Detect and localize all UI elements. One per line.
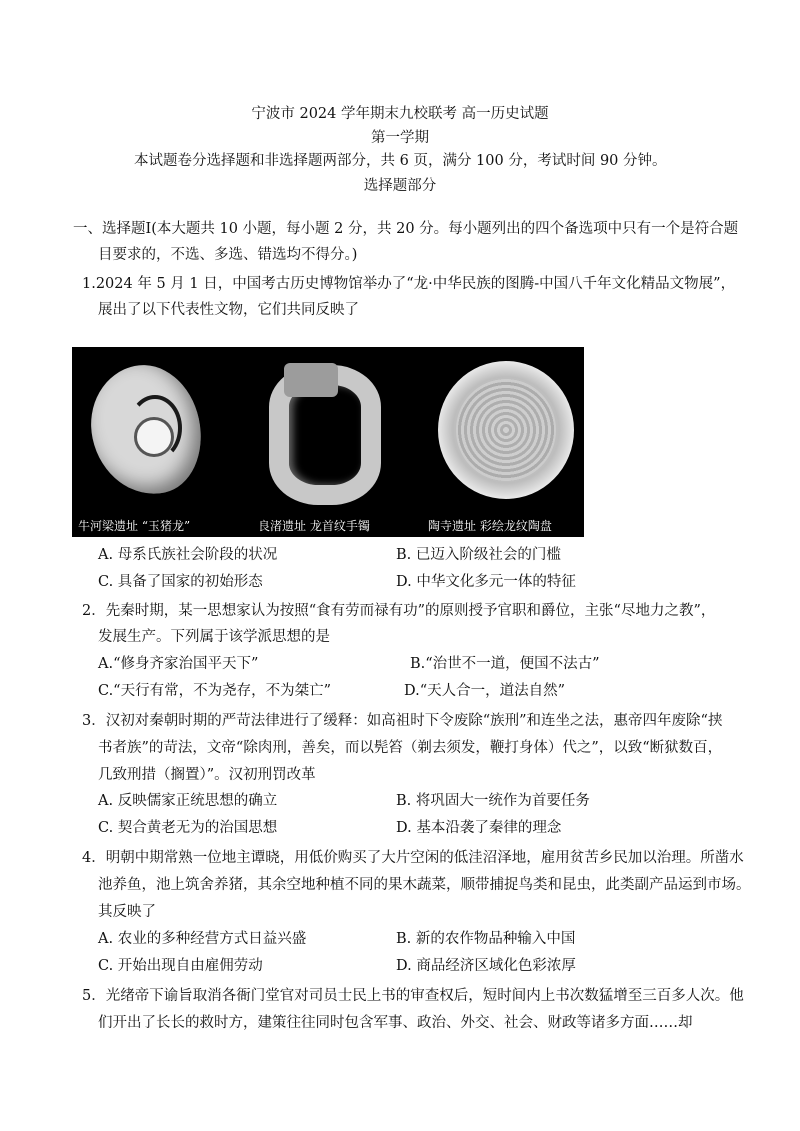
- part-instructions-line2: 目要求的，不选、多选、错选均不得分。): [98, 247, 358, 263]
- exam-term: 第一学期: [371, 130, 429, 146]
- artifact-photos: [72, 347, 584, 537]
- q2-option-d: D.“天人合一，道法自然”: [404, 683, 566, 699]
- photo-caption: 良渚遗址 龙首纹手镯: [258, 519, 370, 533]
- q2-stem-line1: 2．先秦时期，某一思想家认为按照“食有劳而禄有功”的原则授予官职和爵位，主张“尽地力之教”，: [82, 603, 716, 619]
- q3-stem-line1: 3．汉初对秦朝时期的严苛法律进行了缓释：如高祖时下令废除“族刑”和连坐之法，惠帝四年废除“挟: [82, 713, 723, 729]
- dragon-plate-photo: [416, 347, 584, 537]
- q4-option-a: A. 农业的多种经营方式日益兴盛: [98, 931, 307, 947]
- q5-stem-line1: 5．光绪帝下谕旨取消各衙门堂官对司员士民上书的审查权后，短时间内上书次数猛增至三百多人次。他: [82, 988, 744, 1004]
- jade-pig-dragon-photo: [72, 347, 244, 537]
- q1-option-b: B. 已迈入阶级社会的门槛: [396, 547, 561, 563]
- photo-caption: 陶寺遗址 彩绘龙纹陶盘: [428, 519, 552, 533]
- q1-option-d: D. 中华文化多元一体的特征: [396, 574, 576, 590]
- q1-option-a: A. 母系氏族社会阶段的状况: [98, 547, 278, 563]
- q2-option-c: C.“天行有常，不为尧存，不为桀亡”: [98, 683, 332, 699]
- q2-stem-line2: 发展生产。下列属于该学派思想的是: [98, 629, 330, 645]
- q5-stem-line2: 们开出了长长的救时方，建策往往同时包含军事、政治、外交、社会、财政等诸多方面……却: [98, 1015, 693, 1031]
- exam-title: 宁波市 2024 学年期末九校联考 高一历史试题: [251, 106, 549, 122]
- q4-stem-line3: 其反映了: [98, 904, 156, 920]
- part-instructions-line1: 一、选择题Ⅰ(本大题共 10 小题，每小题 2 分，共 20 分。每小题列出的四个备选项中只有一个是符合题: [73, 221, 739, 237]
- q2-option-a: A.“修身齐家治国平天下”: [98, 656, 259, 672]
- q2-option-b: B.“治世不一道，便国不法古”: [410, 656, 600, 672]
- q3-option-b: B. 将巩固大一统作为首要任务: [396, 793, 590, 809]
- q3-option-a: A. 反映儒家正统思想的确立: [98, 793, 278, 809]
- q4-stem-line1: 4．明朝中期常熟一位地主谭晓，用低价购买了大片空闲的低洼沼泽地，雇用贫苦乡民加以治理。所凿水: [82, 850, 744, 866]
- photo-caption: 牛河梁遗址 “玉猪龙”: [78, 519, 191, 533]
- exam-intro: 本试题卷分选择题和非选择题两部分，共 6 页，满分 100 分，考试时间 90 分钟。: [134, 153, 667, 169]
- q4-option-c: C. 开始出现自由雇佣劳动: [98, 958, 263, 974]
- q4-stem-line2: 池养鱼，池上筑舍养猪，其余空地种植不同的果木蔬菜，顺带捕捉鸟类和昆虫，此类副产品运到市场。: [98, 877, 751, 893]
- dragon-bracelet-photo: [244, 347, 416, 537]
- q3-stem-line3: 几致刑措（搁置）”。汉初刑罚改革: [98, 767, 316, 783]
- q1-option-c: C. 具备了国家的初始形态: [98, 574, 263, 590]
- q1-stem-line2: 展出了以下代表性文物，它们共同反映了: [98, 302, 359, 318]
- q3-option-d: D. 基本沿袭了秦律的理念: [396, 820, 562, 836]
- q4-option-d: D. 商品经济区域化色彩浓厚: [396, 958, 576, 974]
- q3-stem-line2: 书者族”的苛法，文帝“除肉刑，善矣，而以髡笞（剃去须发，鞭打身体）代之”，以致“断狱数百，: [98, 740, 723, 756]
- section-title: 选择题部分: [363, 178, 437, 194]
- q4-option-b: B. 新的农作物品种输入中国: [396, 931, 576, 947]
- q1-stem-line1: 1.2024 年 5 月 1 日，中国考古历史博物馆举办了“龙·中华民族的图腾-中国八千年文化精品文物展”，: [82, 276, 736, 292]
- q3-option-c: C. 契合黄老无为的治国思想: [98, 820, 278, 836]
